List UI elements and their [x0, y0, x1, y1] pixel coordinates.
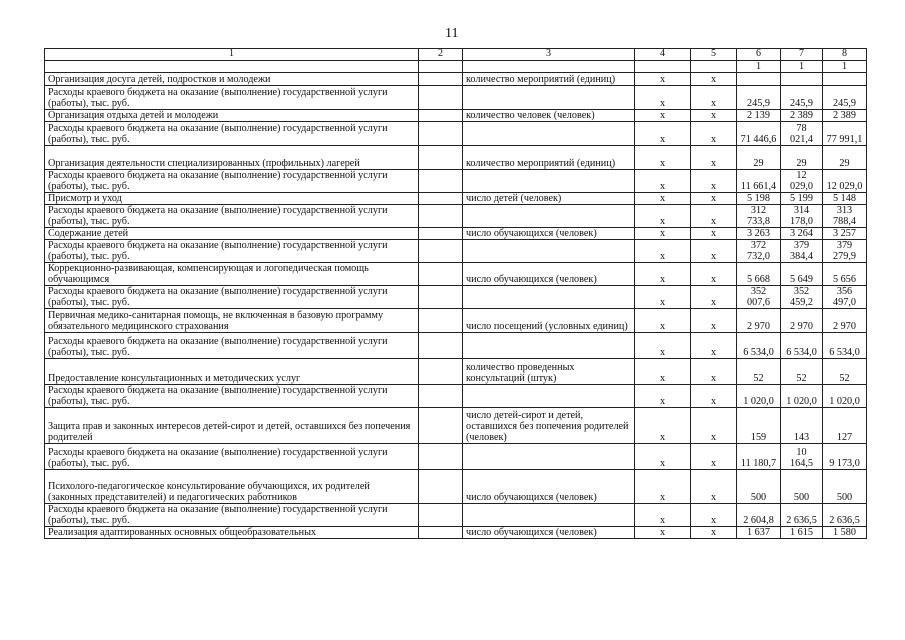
- cell-c2: [419, 385, 463, 408]
- table-row: [45, 333, 867, 359]
- cell-c2: [419, 86, 463, 110]
- table-row: [45, 359, 867, 385]
- cell-c5: х: [691, 110, 737, 122]
- cell-c4: х: [635, 504, 691, 527]
- table-row: [45, 470, 867, 504]
- cell-c8: 127: [823, 408, 867, 444]
- cell-c2: [419, 286, 463, 309]
- cell-c5: х: [691, 73, 737, 86]
- cell-c7: [781, 73, 823, 86]
- cell-c2: [419, 309, 463, 333]
- cell-c3: [463, 61, 635, 73]
- cell-c2: [419, 73, 463, 86]
- cell-c6: 312 733,8: [737, 205, 781, 228]
- cell-c4: х: [635, 385, 691, 408]
- table-row: [45, 205, 867, 228]
- table-row: [45, 61, 867, 73]
- cell-c6: 159: [737, 408, 781, 444]
- budget-table: [44, 48, 867, 539]
- cell-c3: число обучающихся (человек): [463, 470, 635, 504]
- cell-c2: [419, 193, 463, 205]
- cell-c1: Расходы краевого бюджета на оказание (выполнение) государственной услуги (работы), тыс. руб.: [45, 504, 419, 527]
- cell-c1: Психолого-педагогическое консультирование обучающихся, их родителей (законных представителей) и педагогических работников: [45, 470, 419, 504]
- cell-c6: 2 139: [737, 110, 781, 122]
- table-row: [45, 86, 867, 110]
- cell-c2: [419, 333, 463, 359]
- cell-c6: 52: [737, 359, 781, 385]
- cell-c3: [463, 240, 635, 263]
- cell-c3: количество человек (человек): [463, 110, 635, 122]
- table-row: [45, 286, 867, 309]
- cell-c5: х: [691, 333, 737, 359]
- cell-c3: [463, 205, 635, 228]
- cell-c6: 245,9: [737, 86, 781, 110]
- cell-c6: 2 970: [737, 309, 781, 333]
- cell-c5: х: [691, 263, 737, 286]
- cell-c6: 11 180,7: [737, 444, 781, 470]
- cell-c7: 1 615: [781, 527, 823, 539]
- cell-c5: х: [691, 359, 737, 385]
- cell-c7: 314 178,0: [781, 205, 823, 228]
- cell-c8: 1 580: [823, 527, 867, 539]
- cell-c5: х: [691, 86, 737, 110]
- cell-c4: х: [635, 170, 691, 193]
- cell-c4: х: [635, 263, 691, 286]
- cell-c1: Коррекционно-развивающая, компенсирующая и логопедическая помощь обучающимся: [45, 263, 419, 286]
- cell-c7: 500: [781, 470, 823, 504]
- cell-c6: 1: [737, 61, 781, 73]
- table-row: [45, 385, 867, 408]
- cell-c8: [823, 73, 867, 86]
- cell-c5: х: [691, 122, 737, 146]
- cell-c3: количество проведенных консультаций (штук): [463, 359, 635, 385]
- cell-c5: х: [691, 470, 737, 504]
- cell-c5: х: [691, 146, 737, 170]
- cell-c8: 1 020,0: [823, 385, 867, 408]
- cell-c8: 9 173,0: [823, 444, 867, 470]
- cell-c6: 1 637: [737, 527, 781, 539]
- cell-c3: [463, 444, 635, 470]
- cell-c2: [419, 359, 463, 385]
- cell-c3: [463, 286, 635, 309]
- cell-c8: 2 636,5: [823, 504, 867, 527]
- cell-c3: [463, 385, 635, 408]
- cell-c4: х: [635, 110, 691, 122]
- cell-c8: 379 279,9: [823, 240, 867, 263]
- cell-c7: 352 459,2: [781, 286, 823, 309]
- cell-c7: 2 970: [781, 309, 823, 333]
- cell-c4: х: [635, 146, 691, 170]
- cell-c7: 379 384,4: [781, 240, 823, 263]
- cell-c6: 5 668: [737, 263, 781, 286]
- cell-c8: 5 656: [823, 263, 867, 286]
- cell-c4: [635, 61, 691, 73]
- cell-c4: х: [635, 309, 691, 333]
- cell-c4: х: [635, 408, 691, 444]
- table-header-row: [45, 49, 867, 61]
- cell-c3: число детей-сирот и детей, оставшихся без попечения родителей (человек): [463, 408, 635, 444]
- table-row: [45, 73, 867, 86]
- cell-c1: Расходы краевого бюджета на оказание (выполнение) государственной услуги (работы), тыс. руб.: [45, 240, 419, 263]
- cell-c2: [419, 146, 463, 170]
- cell-c4: х: [635, 286, 691, 309]
- cell-c8: 1: [823, 61, 867, 73]
- cell-c7: 29: [781, 146, 823, 170]
- cell-c8: 313 788,4: [823, 205, 867, 228]
- cell-c4: х: [635, 444, 691, 470]
- cell-c3: [463, 170, 635, 193]
- cell-c5: х: [691, 444, 737, 470]
- cell-c1: Расходы краевого бюджета на оказание (выполнение) государственной услуги (работы), тыс. руб.: [45, 205, 419, 228]
- cell-c2: [419, 240, 463, 263]
- cell-c1: Предоставление консультационных и методических услуг: [45, 359, 419, 385]
- cell-c1: Организация отдыха детей и молодежи: [45, 110, 419, 122]
- column-header: 5: [691, 49, 737, 61]
- table-row: [45, 193, 867, 205]
- cell-c4: х: [635, 122, 691, 146]
- cell-c1: Защита прав и законных интересов детей-сирот и детей, оставшихся без попечения родителей: [45, 408, 419, 444]
- cell-c4: х: [635, 359, 691, 385]
- cell-c4: х: [635, 205, 691, 228]
- cell-c6: 29: [737, 146, 781, 170]
- cell-c1: Расходы краевого бюджета на оказание (выполнение) государственной услуги (работы), тыс. руб.: [45, 286, 419, 309]
- cell-c2: [419, 122, 463, 146]
- cell-c8: 2 970: [823, 309, 867, 333]
- cell-c5: [691, 61, 737, 73]
- cell-c1: Содержание детей: [45, 228, 419, 240]
- cell-c8: 245,9: [823, 86, 867, 110]
- cell-c8: 356 497,0: [823, 286, 867, 309]
- cell-c4: х: [635, 86, 691, 110]
- cell-c5: х: [691, 527, 737, 539]
- table-row: [45, 504, 867, 527]
- cell-c7: 1: [781, 61, 823, 73]
- column-header: 6: [737, 49, 781, 61]
- cell-c6: 5 198: [737, 193, 781, 205]
- cell-c6: 2 604,8: [737, 504, 781, 527]
- cell-c8: 5 148: [823, 193, 867, 205]
- table-row: [45, 170, 867, 193]
- page-number: 11: [445, 26, 459, 41]
- cell-c2: [419, 205, 463, 228]
- cell-c6: 71 446,6: [737, 122, 781, 146]
- cell-c7: 5 199: [781, 193, 823, 205]
- cell-c6: 1 020,0: [737, 385, 781, 408]
- cell-c1: Расходы краевого бюджета на оказание (выполнение) государственной услуги (работы), тыс. руб.: [45, 170, 419, 193]
- cell-c5: х: [691, 228, 737, 240]
- cell-c2: [419, 470, 463, 504]
- cell-c5: х: [691, 240, 737, 263]
- cell-c7: 1 020,0: [781, 385, 823, 408]
- cell-c8: 3 257: [823, 228, 867, 240]
- cell-c5: х: [691, 286, 737, 309]
- cell-c3: [463, 504, 635, 527]
- cell-c2: [419, 61, 463, 73]
- cell-c6: 11 661,4: [737, 170, 781, 193]
- table-row: [45, 122, 867, 146]
- cell-c1: Расходы краевого бюджета на оказание (выполнение) государственной услуги (работы), тыс. руб.: [45, 122, 419, 146]
- cell-c4: х: [635, 193, 691, 205]
- cell-c8: 29: [823, 146, 867, 170]
- cell-c6: 372 732,0: [737, 240, 781, 263]
- cell-c8: 12 029,0: [823, 170, 867, 193]
- cell-c2: [419, 263, 463, 286]
- column-header: 8: [823, 49, 867, 61]
- column-header: 7: [781, 49, 823, 61]
- cell-c5: х: [691, 385, 737, 408]
- cell-c3: [463, 86, 635, 110]
- table-row: [45, 146, 867, 170]
- cell-c6: 3 263: [737, 228, 781, 240]
- table-row: [45, 309, 867, 333]
- table-row: [45, 444, 867, 470]
- cell-c7: 6 534,0: [781, 333, 823, 359]
- table-row: [45, 240, 867, 263]
- cell-c1: [45, 61, 419, 73]
- cell-c1: Организация деятельности специализированных (профильных) лагерей: [45, 146, 419, 170]
- cell-c6: 352 007,6: [737, 286, 781, 309]
- cell-c1: Расходы краевого бюджета на оказание (выполнение) государственной услуги (работы), тыс. руб.: [45, 86, 419, 110]
- table-row: [45, 110, 867, 122]
- cell-c7: 2 389: [781, 110, 823, 122]
- cell-c6: [737, 73, 781, 86]
- cell-c7: 143: [781, 408, 823, 444]
- cell-c1: Расходы краевого бюджета на оказание (выполнение) государственной услуги (работы), тыс. руб.: [45, 444, 419, 470]
- cell-c4: х: [635, 73, 691, 86]
- cell-c7: 10 164,5: [781, 444, 823, 470]
- cell-c2: [419, 110, 463, 122]
- cell-c5: х: [691, 193, 737, 205]
- cell-c4: х: [635, 333, 691, 359]
- cell-c3: число детей (человек): [463, 193, 635, 205]
- column-header: 1: [45, 49, 419, 61]
- cell-c4: х: [635, 228, 691, 240]
- cell-c6: 6 534,0: [737, 333, 781, 359]
- cell-c7: 78 021,4: [781, 122, 823, 146]
- cell-c6: 500: [737, 470, 781, 504]
- table-row: [45, 527, 867, 539]
- cell-c1: Реализация адаптированных основных общеобразовательных: [45, 527, 419, 539]
- cell-c3: число обучающихся (человек): [463, 527, 635, 539]
- cell-c3: число посещений (условных единиц): [463, 309, 635, 333]
- cell-c8: 6 534,0: [823, 333, 867, 359]
- table-row: [45, 228, 867, 240]
- cell-c1: Организация досуга детей, подростков и молодежи: [45, 73, 419, 86]
- cell-c3: число обучающихся (человек): [463, 228, 635, 240]
- cell-c2: [419, 170, 463, 193]
- table-row: [45, 408, 867, 444]
- cell-c3: количество мероприятий (единиц): [463, 73, 635, 86]
- cell-c5: х: [691, 309, 737, 333]
- cell-c8: 2 389: [823, 110, 867, 122]
- cell-c7: 5 649: [781, 263, 823, 286]
- cell-c8: 500: [823, 470, 867, 504]
- cell-c7: 52: [781, 359, 823, 385]
- column-header: 4: [635, 49, 691, 61]
- cell-c3: [463, 333, 635, 359]
- cell-c8: 77 991,1: [823, 122, 867, 146]
- cell-c2: [419, 504, 463, 527]
- cell-c3: количество мероприятий (единиц): [463, 146, 635, 170]
- cell-c1: Первичная медико-санитарная помощь, не включенная в базовую программу обязательного медицинского страхования: [45, 309, 419, 333]
- table-body: [45, 61, 867, 539]
- cell-c7: 3 264: [781, 228, 823, 240]
- cell-c7: 2 636,5: [781, 504, 823, 527]
- cell-c1: Расходы краевого бюджета на оказание (выполнение) государственной услуги (работы), тыс. руб.: [45, 333, 419, 359]
- cell-c3: [463, 122, 635, 146]
- table-row: [45, 263, 867, 286]
- cell-c2: [419, 444, 463, 470]
- cell-c2: [419, 228, 463, 240]
- column-header: 2: [419, 49, 463, 61]
- cell-c5: х: [691, 408, 737, 444]
- column-header: 3: [463, 49, 635, 61]
- cell-c2: [419, 527, 463, 539]
- cell-c7: 12 029,0: [781, 170, 823, 193]
- cell-c2: [419, 408, 463, 444]
- cell-c1: Присмотр и уход: [45, 193, 419, 205]
- cell-c3: число обучающихся (человек): [463, 263, 635, 286]
- cell-c1: Расходы краевого бюджета на оказание (выполнение) государственной услуги (работы), тыс. руб.: [45, 385, 419, 408]
- cell-c5: х: [691, 170, 737, 193]
- cell-c4: х: [635, 240, 691, 263]
- cell-c8: 52: [823, 359, 867, 385]
- cell-c7: 245,9: [781, 86, 823, 110]
- cell-c4: х: [635, 527, 691, 539]
- cell-c5: х: [691, 205, 737, 228]
- cell-c4: х: [635, 470, 691, 504]
- cell-c5: х: [691, 504, 737, 527]
